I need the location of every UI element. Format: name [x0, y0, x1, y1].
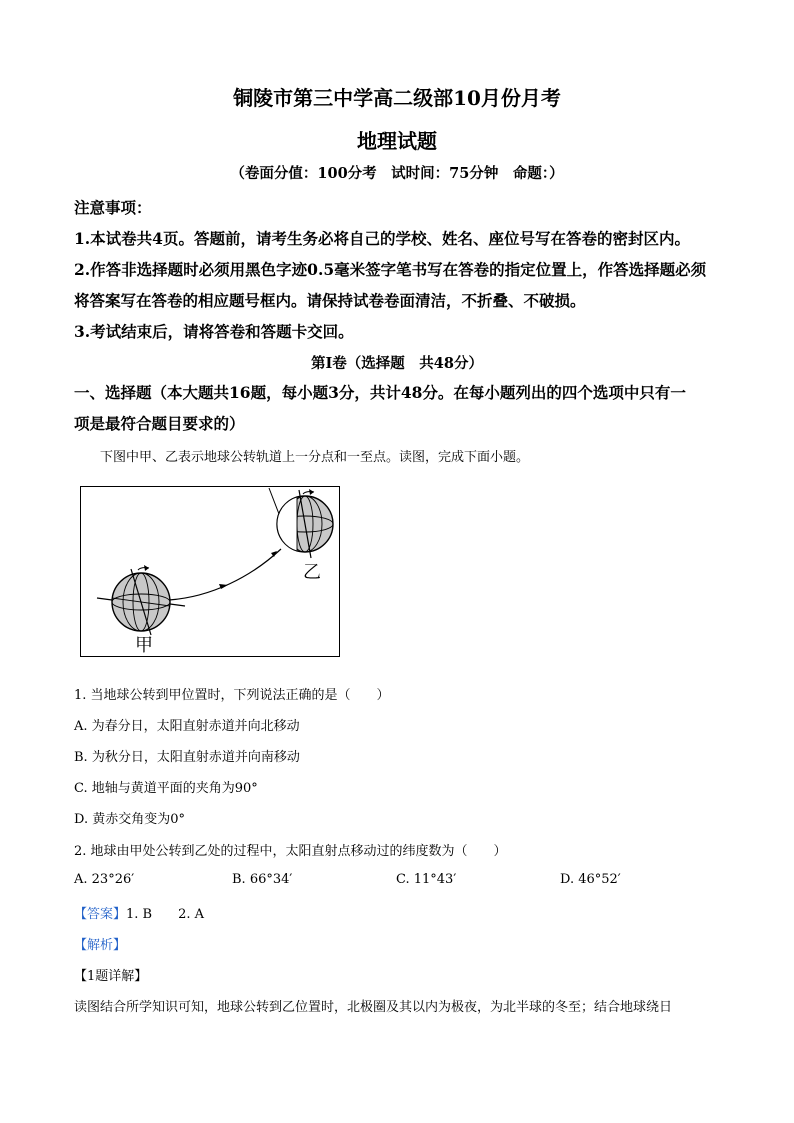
- question-1-stem: 1. 当地球公转到甲位置时，下列说法正确的是（ ）: [74, 688, 390, 703]
- question-2-stem: 2. 地球由甲处公转到乙处的过程中，太阳直射点移动过的纬度数为（ ）: [74, 844, 507, 859]
- section-instructions-line-2: 项是最符合题目要求的）: [74, 414, 245, 433]
- question-2-option-b: B. 66°34′: [232, 872, 293, 887]
- page-title: 铜陵市第三中学高二级部10月份月考: [233, 86, 561, 110]
- question-1-option-d: D. 黄赤交角变为0°: [74, 812, 185, 827]
- subject-title: 地理试题: [357, 129, 437, 153]
- notice-item-2-line-1: 2.作答非选择题时必须用黑色字迹0.5毫米签字笔书写在答卷的指定位置上，作答选择题必须: [74, 260, 707, 279]
- answer-line: [74, 903, 204, 922]
- answer-text: 1. B 2. A: [126, 907, 205, 922]
- detail-tag: 【1题详解】: [74, 969, 148, 984]
- volume-heading: 第Ⅰ卷（选择题 共48分）: [311, 355, 483, 372]
- orbit-figure: [80, 486, 340, 657]
- detail-text: 读图结合所学知识可知，地球公转到乙位置时，北极圈及其以内为极夜，为北半球的冬至；结合地球绕日: [74, 1000, 673, 1015]
- question-1-option-c: C. 地轴与黄道平面的夹角为90°: [74, 781, 258, 796]
- question-2-option-d: D. 46°52′: [560, 872, 621, 887]
- analysis-tag: 【解析】: [74, 938, 127, 953]
- question-2-option-c: C. 11°43′: [396, 872, 457, 887]
- question-1-option-b: B. 为秋分日，太阳直射赤道并向南移动: [74, 750, 300, 765]
- notice-item-3: 3.考试结束后，请将答卷和答题卡交回。: [74, 322, 354, 341]
- globe-yi: [269, 488, 333, 558]
- label-yi: 乙: [303, 562, 321, 583]
- figure-intro: 下图中甲、乙表示地球公转轨道上一分点和一至点。读图，完成下面小题。: [100, 450, 530, 465]
- section-instructions-line-1: 一、选择题（本大题共16题，每小题3分，共计48分。在每小题列出的四个选项中只有一: [74, 383, 686, 402]
- exam-info: （卷面分值：100分考 试时间：75分钟 命题：）: [230, 165, 564, 182]
- question-2-option-a: A. 23°26′: [74, 872, 135, 887]
- answer-tag: 【答案】: [74, 907, 127, 922]
- orbit-path: [169, 549, 281, 600]
- notice-item-2-line-2: 将答案写在答卷的相应题号框内。请保持试卷卷面清洁，不折叠、不破损。: [74, 291, 586, 310]
- label-jia: 甲: [135, 635, 153, 656]
- question-1-option-a: A. 为春分日，太阳直射赤道并向北移动: [74, 719, 300, 734]
- notice-item-1: 1.本试卷共4页。答题前，请考生务必将自己的学校、姓名、座位号写在答卷的密封区内。: [74, 229, 690, 248]
- notice-heading: 注意事项：: [74, 198, 152, 217]
